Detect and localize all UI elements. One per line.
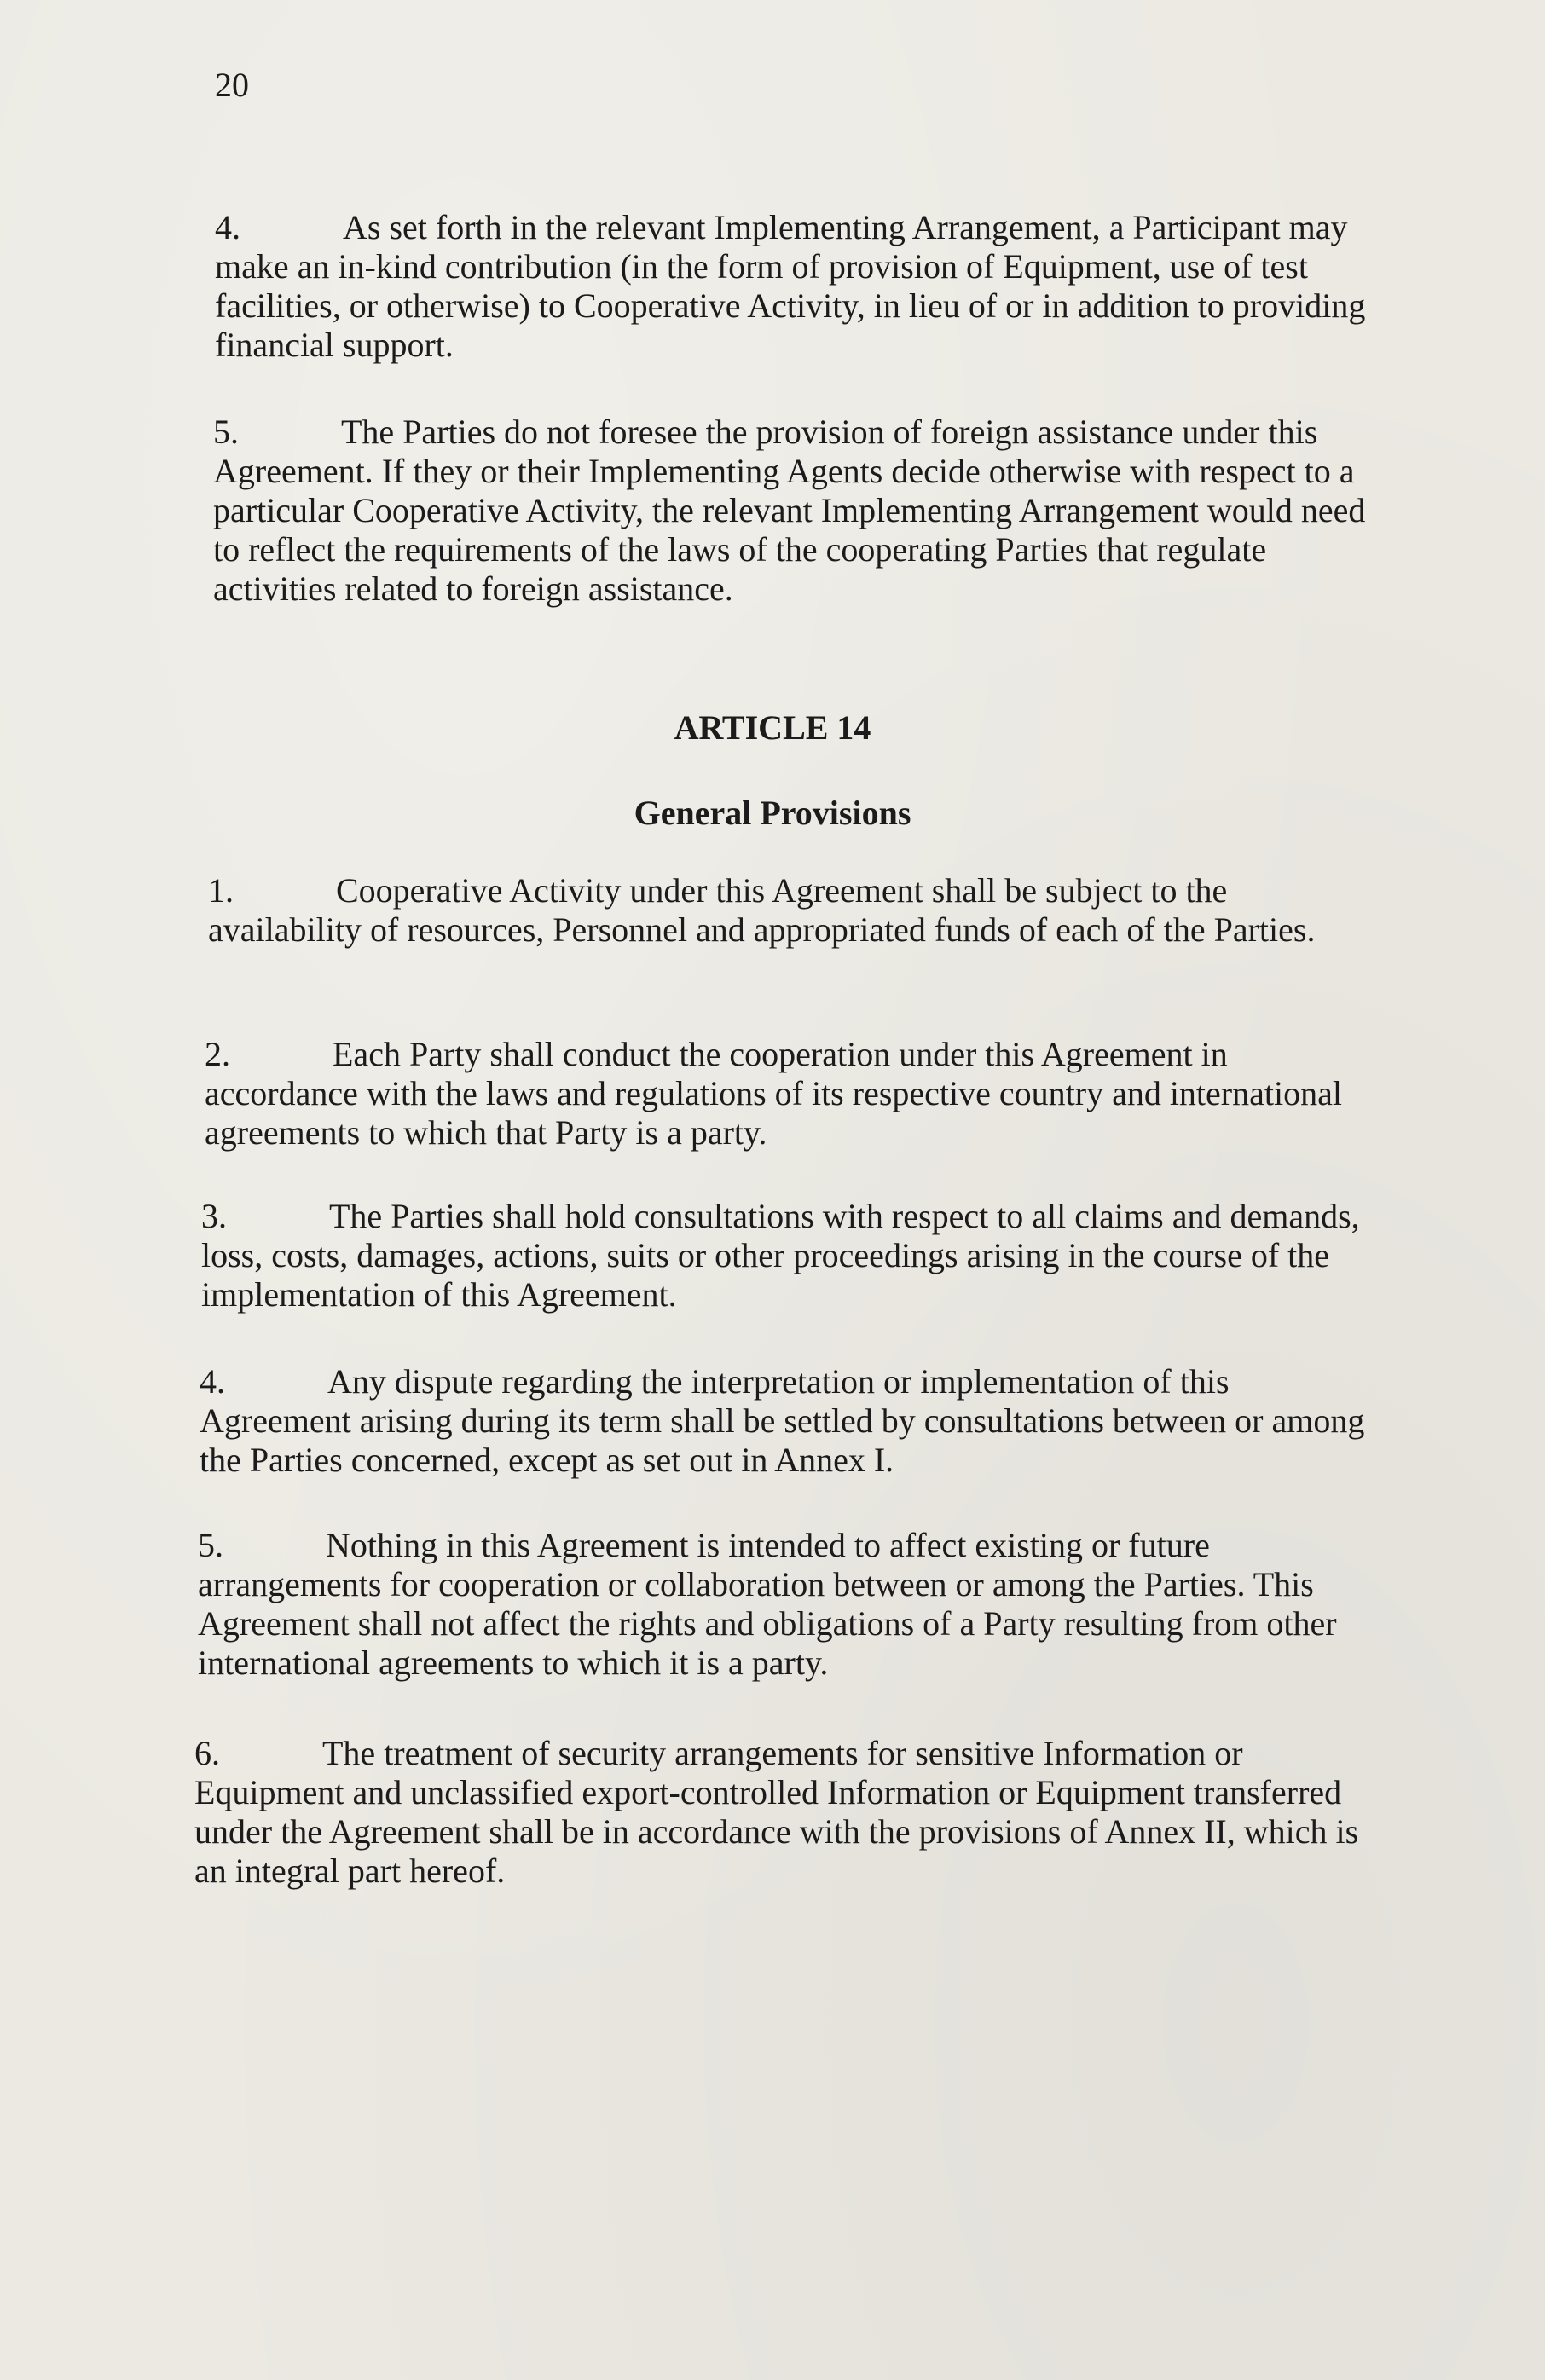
paragraph-text: Each Party shall conduct the cooperation under this Agreement in accordance with the laws and regulations of its respective country and international agreements to which that Party is a party. — [205, 1035, 1342, 1152]
article-title: ARTICLE 14 — [674, 708, 871, 747]
paragraph-number: 3. — [201, 1197, 227, 1235]
paragraph-number: 6. — [194, 1734, 220, 1772]
paragraph-text: Any dispute regarding the interpretation or implementation of this Agreement arising during its term shall be settled by consultations between or among the Parties concerned, except as set out in Annex I. — [200, 1362, 1365, 1479]
page-number: 20 — [215, 66, 249, 104]
paragraph-pre-5 — [213, 413, 1381, 609]
article-paragraph-3 — [201, 1197, 1369, 1314]
paragraph-text: Cooperative Activity under this Agreement shall be subject to the availability of resources, Personnel and appropriated funds of each of the Parties. — [208, 871, 1316, 949]
paragraph-text: The treatment of security arrangements for sensitive Information or Equipment and unclassified export-controlled Information or Equipment transferred under the Agreement shall be in accordance with the provisions of Annex II, which is an integral part hereof. — [194, 1734, 1359, 1890]
paragraph-pre-4 — [215, 208, 1383, 365]
article-paragraph-4 — [200, 1362, 1368, 1480]
paragraph-text: Nothing in this Agreement is intended to affect existing or future arrangements for cooperation or collaboration between or among the Parties. This Agreement shall not affect the rights and obligations of a Party resulting from other international agreements to which it is a party. — [198, 1526, 1337, 1682]
paragraph-text: The Parties do not foresee the provision of foreign assistance under this Agreement. If they or their Implementing Agents decide otherwise with respect to a particular Cooperative Activity, the relevant Implementing Arrangement would need to reflect the requirements of the laws of the cooperating Parties that regulate activities related to foreign assistance. — [213, 413, 1366, 608]
article-subtitle: General Provisions — [634, 794, 911, 832]
paragraph-number: 5. — [213, 413, 239, 451]
article-paragraph-2 — [205, 1035, 1373, 1152]
article-paragraph-1 — [208, 871, 1376, 950]
paragraph-number: 4. — [215, 208, 240, 246]
paragraph-number: 1. — [208, 871, 234, 910]
paragraph-text: As set forth in the relevant Implementing Arrangement, a Participant may make an in-kind contribution (in the form of provision of Equipment, use of test facilities, or otherwise) to Cooperative Activity, in lieu of or in addition to providing financial support. — [215, 208, 1366, 364]
paragraph-text: The Parties shall hold consultations with respect to all claims and demands, loss, costs, damages, actions, suits or other proceedings arising in the course of the implementation of this Agreement. — [201, 1197, 1360, 1314]
article-paragraph-6 — [194, 1734, 1363, 1891]
paragraph-number: 4. — [200, 1362, 225, 1401]
article-paragraph-5 — [198, 1526, 1366, 1683]
paragraph-number: 2. — [205, 1035, 230, 1073]
paragraph-number: 5. — [198, 1526, 223, 1564]
